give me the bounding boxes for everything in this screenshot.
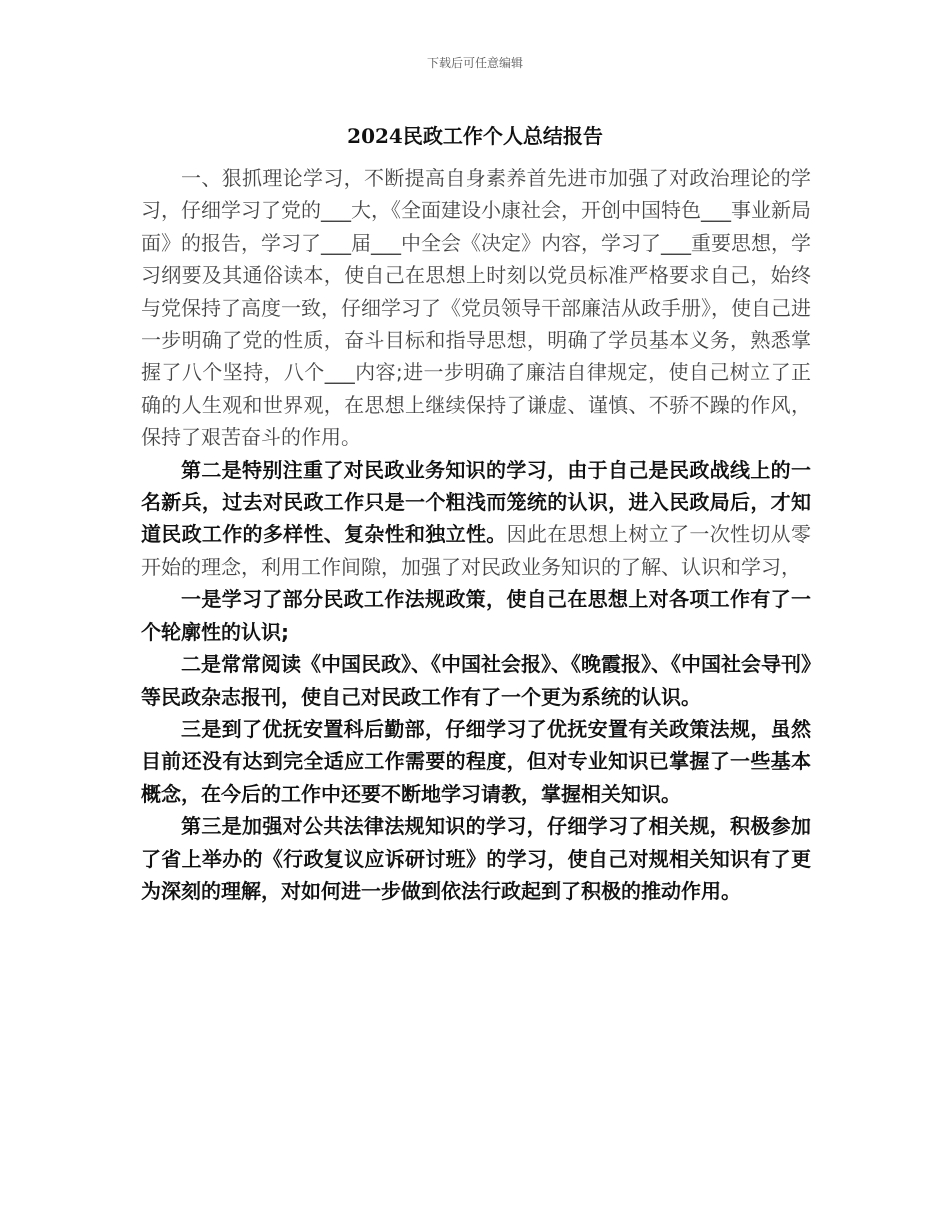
paragraph-3-bold: 一是学习了部分民政工作法规政策，使自己在思想上对各项工作有了一个轮廓性的认识;	[141, 587, 811, 644]
paragraph-1	[141, 162, 811, 454]
document-title: 2024民政工作个人总结报告	[347, 124, 603, 148]
paragraph-4-bold: 二是常常阅读《中国民政》、《中国社会报》、《晚霞报》、《中国社会导刊》等民政杂志报刊，使自己对民政工作有了一个更为系统的认识。	[141, 652, 811, 709]
paragraph-1-text: 一、狠抓理论学习，不断提高自身素养首先进市加强了对政治理论的学习，仔细学习了党的___大，《全面建设小康社会，开创中国特色___事业新局面》的报告，学习了___届___中全会《决定》内容，学习了___重要思想，学习纲要及其通俗读本，使自己在思想上时刻以党员标准严格要求自己，始终与党保持了高度一致，仔细学习了《党员领导干部廉洁从政手册》，使自己进一步明确了党的性质，奋斗目标和指导思想，明确了学员基本义务，熟悉掌握了八个坚持，八个___内容;进一步明确了廉洁自律规定，使自己树立了正确的人生观和世界观，在思想上继续保持了谦虚、谨慎、不骄不躁的作风，保持了艰苦奋斗的作用。	[141, 166, 811, 450]
paragraph-5	[141, 713, 811, 810]
document-body	[141, 162, 811, 907]
header-note: 下载后可任意编辑	[426, 56, 523, 70]
paragraph-6	[141, 810, 811, 907]
paragraph-4	[141, 648, 811, 713]
paragraph-2	[141, 454, 811, 584]
paragraph-3	[141, 583, 811, 648]
paragraph-2-text: 因此在思想上树立了一次性切从零开始的理念，利用工作间隙，加强了对民政业务知识的了解、认识和学习，	[141, 522, 811, 579]
paragraph-6-bold: 第三是加强对公共法律法规知识的学习，仔细学习了相关规，积极参加了省上举办的《行政复议应诉研讨班》的学习，使自己对规相关知识有了更为深刻的理解，对如何进一步做到依法行政起到了积极的推动作用。	[141, 814, 811, 903]
paragraph-2-bold: 第二是特别注重了对民政业务知识的学习，由于自己是民政战线上的一名新兵，过去对民政工作只是一个粗浅而笼统的认识，进入民政局后，才知道民政工作的多样性、复杂性和独立性。	[141, 457, 811, 547]
paragraph-5-bold: 三是到了优抚安置科后勤部，仔细学习了优抚安置有关政策法规，虽然目前还没有达到完全适应工作需要的程度，但对专业知识已掌握了一些基本概念，在今后的工作中还要不断地学习请教，掌握相关知识。	[141, 716, 811, 806]
